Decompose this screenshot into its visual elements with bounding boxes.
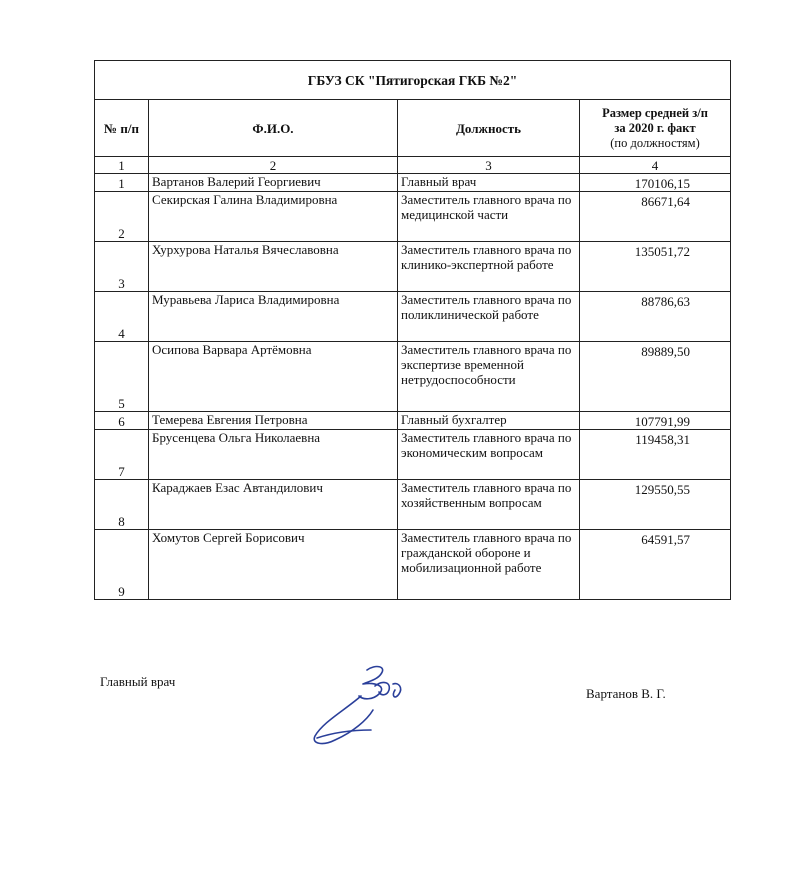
org-title: ГБУЗ СК "Пятигорская ГКБ №2" (95, 61, 731, 100)
row-salary: 86671,64 (580, 192, 731, 242)
header-salary-line1: Размер средней з/п (602, 105, 708, 120)
row-number: 1 (95, 174, 149, 192)
row-fio: Секирская Галина Владимировна (149, 192, 398, 242)
table-row (95, 412, 731, 430)
row-fio: Брусенцева Ольга Николаевна (149, 430, 398, 480)
row-position: Главный бухгалтер (398, 412, 580, 430)
row-fio: Караджаев Езас Автандилович (149, 480, 398, 530)
row-position: Главный врач (398, 174, 580, 192)
table-row (95, 530, 731, 600)
row-position: Заместитель главного врача по экспертизе временной нетрудоспособности (398, 342, 580, 412)
table-row (95, 174, 731, 192)
row-number: 2 (95, 192, 149, 242)
table-row (95, 192, 731, 242)
row-position: Заместитель главного врача по гражданской обороне и мобилизационной работе (398, 530, 580, 600)
table-row (95, 242, 731, 292)
signatory-role: Главный врач (100, 674, 176, 689)
table-row (95, 292, 731, 342)
column-numbers-row (95, 157, 731, 174)
header-salary (580, 100, 731, 157)
column-number: 2 (149, 157, 398, 174)
handwritten-signature (305, 660, 415, 750)
row-salary: 129550,55 (580, 480, 731, 530)
table-row (95, 430, 731, 480)
row-position: Заместитель главного врача по экономическим вопросам (398, 430, 580, 480)
row-fio: Осипова Варвара Артёмовна (149, 342, 398, 412)
table-row (95, 480, 731, 530)
table-row (95, 342, 731, 412)
row-number: 7 (95, 430, 149, 480)
column-number: 4 (580, 157, 731, 174)
row-position: Заместитель главного врача по хозяйственным вопросам (398, 480, 580, 530)
row-fio: Муравьева Лариса Владимировна (149, 292, 398, 342)
header-fio: Ф.И.О. (149, 100, 398, 157)
row-fio: Хурхурова Наталья Вячеславовна (149, 242, 398, 292)
row-salary: 89889,50 (580, 342, 731, 412)
row-salary: 170106,15 (580, 174, 731, 192)
row-salary: 107791,99 (580, 412, 731, 430)
row-position: Заместитель главного врача по медицинской части (398, 192, 580, 242)
header-position: Должность (398, 100, 580, 157)
header-salary-line3: (по должностям) (610, 135, 700, 150)
row-number: 5 (95, 342, 149, 412)
row-salary: 135051,72 (580, 242, 731, 292)
row-number: 9 (95, 530, 149, 600)
row-number: 4 (95, 292, 149, 342)
header-no: № п/п (95, 100, 149, 157)
salary-table (94, 60, 731, 600)
column-number: 1 (95, 157, 149, 174)
row-salary: 88786,63 (580, 292, 731, 342)
row-fio: Хомутов Сергей Борисович (149, 530, 398, 600)
row-number: 6 (95, 412, 149, 430)
row-number: 8 (95, 480, 149, 530)
row-number: 3 (95, 242, 149, 292)
row-salary: 64591,57 (580, 530, 731, 600)
column-number: 3 (398, 157, 580, 174)
row-fio: Вартанов Валерий Георгиевич (149, 174, 398, 192)
row-position: Заместитель главного врача по клинико-экспертной работе (398, 242, 580, 292)
row-fio: Темерева Евгения Петровна (149, 412, 398, 430)
header-salary-line2: за 2020 г. факт (614, 120, 696, 135)
row-position: Заместитель главного врача по поликлинической работе (398, 292, 580, 342)
row-salary: 119458,31 (580, 430, 731, 480)
signatory-name: Вартанов В. Г. (586, 686, 666, 701)
